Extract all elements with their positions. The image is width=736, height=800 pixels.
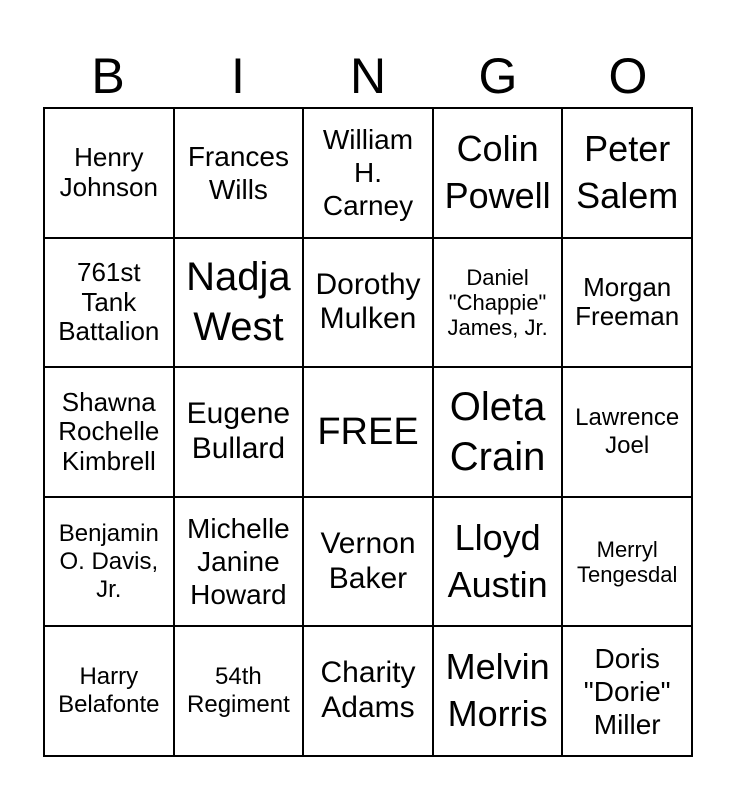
bingo-cell-r2-c2[interactable] xyxy=(175,239,305,369)
bingo-cell-free[interactable] xyxy=(304,368,434,498)
bingo-cell-r5-c1[interactable] xyxy=(45,627,175,757)
bingo-cell-r5-c4[interactable] xyxy=(434,627,564,757)
cell-label: Doris "Dorie" Miller xyxy=(583,642,671,740)
cell-label: Melvin Morris xyxy=(445,646,550,735)
bingo-cell-r3-c4[interactable] xyxy=(434,368,564,498)
cell-label: Shawna Rochelle Kimbrell xyxy=(58,386,160,476)
bingo-cell-r1-c4[interactable] xyxy=(434,109,564,239)
bingo-cell-r4-c3[interactable] xyxy=(304,498,434,628)
bingo-cell-r3-c1[interactable] xyxy=(45,368,175,498)
bingo-cell-r2-c4[interactable] xyxy=(434,239,564,369)
header-letter-g: G xyxy=(478,48,518,104)
bingo-cell-r3-c5[interactable] xyxy=(563,368,693,498)
cell-label: Lawrence Joel xyxy=(575,404,680,459)
bingo-cell-r4-c1[interactable] xyxy=(45,498,175,628)
cell-label: Morgan Freeman xyxy=(575,271,680,332)
cell-label: William H. Carney xyxy=(322,124,414,222)
bingo-cell-r4-c5[interactable] xyxy=(563,498,693,628)
cell-label: Daniel "Chappie" James, Jr. xyxy=(447,264,548,340)
cell-label: Merryl Tengesdal xyxy=(577,536,678,587)
header-letter-i: I xyxy=(231,48,245,104)
cell-label: Oleta Crain xyxy=(449,384,546,479)
bingo-cell-r1-c5[interactable] xyxy=(563,109,693,239)
cell-label: Lloyd Austin xyxy=(447,516,548,605)
bingo-header xyxy=(43,44,693,108)
bingo-cell-r5-c3[interactable] xyxy=(304,627,434,757)
bingo-cell-r1-c1[interactable] xyxy=(45,109,175,239)
header-letter-b: B xyxy=(91,48,125,104)
bingo-grid xyxy=(43,107,693,757)
cell-label: Peter Salem xyxy=(576,128,679,216)
cell-label: Nadja West xyxy=(186,255,291,350)
bingo-cell-r2-c1[interactable] xyxy=(45,239,175,369)
bingo-cell-r2-c3[interactable] xyxy=(304,239,434,369)
cell-label: Charity Adams xyxy=(320,656,416,725)
cell-label: Dorothy Mulken xyxy=(315,267,421,336)
bingo-cell-r4-c2[interactable] xyxy=(175,498,305,628)
bingo-cell-r2-c5[interactable] xyxy=(563,239,693,369)
cell-label: Michelle Janine Howard xyxy=(187,513,290,611)
cell-label: Henry Johnson xyxy=(59,142,158,202)
bingo-cell-r1-c3[interactable] xyxy=(304,109,434,239)
free-space-label: FREE xyxy=(317,410,419,453)
cell-label: Eugene Bullard xyxy=(186,397,291,465)
header-letter-n: N xyxy=(349,48,387,104)
cell-label: Frances Wills xyxy=(187,140,289,205)
bingo-cell-r5-c5[interactable] xyxy=(563,627,693,757)
header-letter-o: O xyxy=(608,48,648,104)
bingo-cell-r1-c2[interactable] xyxy=(175,109,305,239)
cell-label: Vernon Baker xyxy=(320,526,416,595)
bingo-cell-r4-c4[interactable] xyxy=(434,498,564,628)
cell-label: Colin Powell xyxy=(444,128,551,216)
cell-label: 761st Tank Battalion xyxy=(58,256,160,347)
cell-label: Harry Belafonte xyxy=(58,663,160,719)
cell-label: Benjamin O. Davis, Jr. xyxy=(58,519,159,603)
cell-label: 54th Regiment xyxy=(187,663,290,719)
bingo-cell-r5-c2[interactable] xyxy=(175,627,305,757)
bingo-cell-r3-c2[interactable] xyxy=(175,368,305,498)
